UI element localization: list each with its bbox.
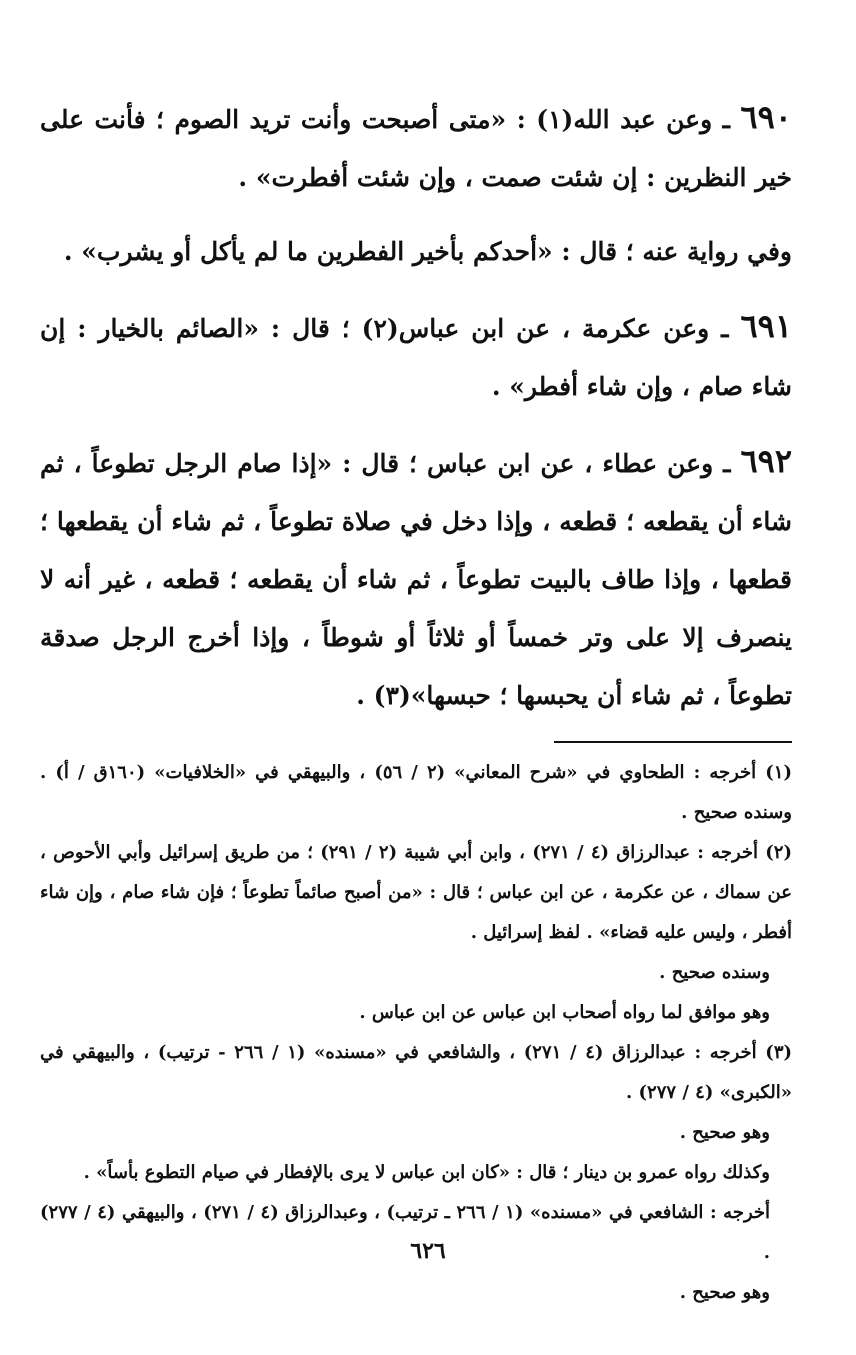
page-body: [40, 88, 792, 1313]
footnote-comment: وهو صحيح .: [679, 1282, 770, 1303]
hadith-690-variant: [40, 223, 792, 281]
footnote-comment: وهو صحيح .: [679, 1122, 770, 1143]
hadith-text: ـ وعن عطاء ، عن ابن عباس ؛ قال : «إذا صام الرجل تطوعاً ، ثم شاء أن يقطعه ؛ قطعه ، وإذا دخل في صلاة تطوعاً ، ثم شاء أن يقطعها ؛ قطعها ، وإذا طاف بالبيت تطوعاً ، ثم شاء أن يقطعه ؛ قطعه ، غير أنه لا ينصرف إلا على وتر خمساً أو ثلاثاً أو شوطاً ، وإذا أخرج الرجل صدقة تطوعاً ، ثم شاء أن يحبسها ؛ حبسها»(٣) .: [40, 449, 793, 710]
hadith-text: ـ وعن عبد الله(١) : «متى أصبحت وأنت تريد الصوم ؛ فأنت على خير النظرين : إن شئت صمت ، وإن شئت أفطرت» .: [40, 105, 792, 192]
hadith-692: [40, 432, 792, 725]
hadith-690: [40, 88, 792, 207]
footnote-comment: أخرجه : الشافعي في «مسنده» (١ / ٢٦٦ ـ ترتيب) ، وعبدالرزاق (٤ / ٢٧١) ، والبيهقي (٤ / ٢٧٧) .: [40, 1202, 771, 1263]
footnote: (٢) أخرجه : عبدالرزاق (٤ / ٢٧١) ، وابن أبي شيبة (٢ / ٢٩١) ؛ من طريق إسرائيل وأبي الأحوص ، عن سماك ، عن عكرمة ، عن ابن عباس ؛ قال : «من أصبح صائماً تطوعاً ؛ فإن شاء صام ، وإن شاء أفطر ، وليس عليه قضاء» . لفظ إسرائيل .: [40, 842, 792, 943]
footnote-separator: [554, 741, 792, 743]
hadith-text: وفي رواية عنه ؛ قال : «أحدكم بأخير الفطرين ما لم يأكل أو يشرب» .: [63, 237, 792, 266]
footnote-comment: وهو موافق لما رواه أصحاب ابن عباس عن ابن عباس .: [359, 1002, 770, 1023]
footnote: (٣) أخرجه : عبدالرزاق (٤ / ٢٧١) ، والشافعي في «مسنده» (١ / ٢٦٦ - ترتيب) ، والبيهقي في «الكبرى» (٤ / ٢٧٧) .: [40, 1042, 793, 1103]
hadith-number: ٦٩١: [740, 307, 792, 345]
footnotes: [40, 753, 792, 1313]
hadith-number: ٦٩٠: [740, 98, 792, 136]
footnote-comment: وسنده صحيح .: [659, 962, 770, 983]
footnote-comment: وكذلك رواه عمرو بن دينار ؛ قال : «كان ابن عباس لا يرى بالإفطار في صيام التطوع بأساً» .: [83, 1162, 770, 1183]
footnote: (١) أخرجه : الطحاوي في «شرح المعاني» (٢ / ٥٦) ، والبيهقي في «الخلافيات» (١٦٠ق / أ) . وسنده صحيح .: [40, 762, 792, 823]
hadith-691: [40, 297, 792, 416]
main-text: [40, 88, 792, 725]
hadith-number: ٦٩٢: [740, 442, 792, 480]
page-number: ٦٢٦: [410, 1238, 446, 1264]
hadith-text: ـ وعن عكرمة ، عن ابن عباس(٢) ؛ قال : «الصائم بالخيار : إن شاء صام ، وإن شاء أفطر» .: [40, 314, 792, 401]
